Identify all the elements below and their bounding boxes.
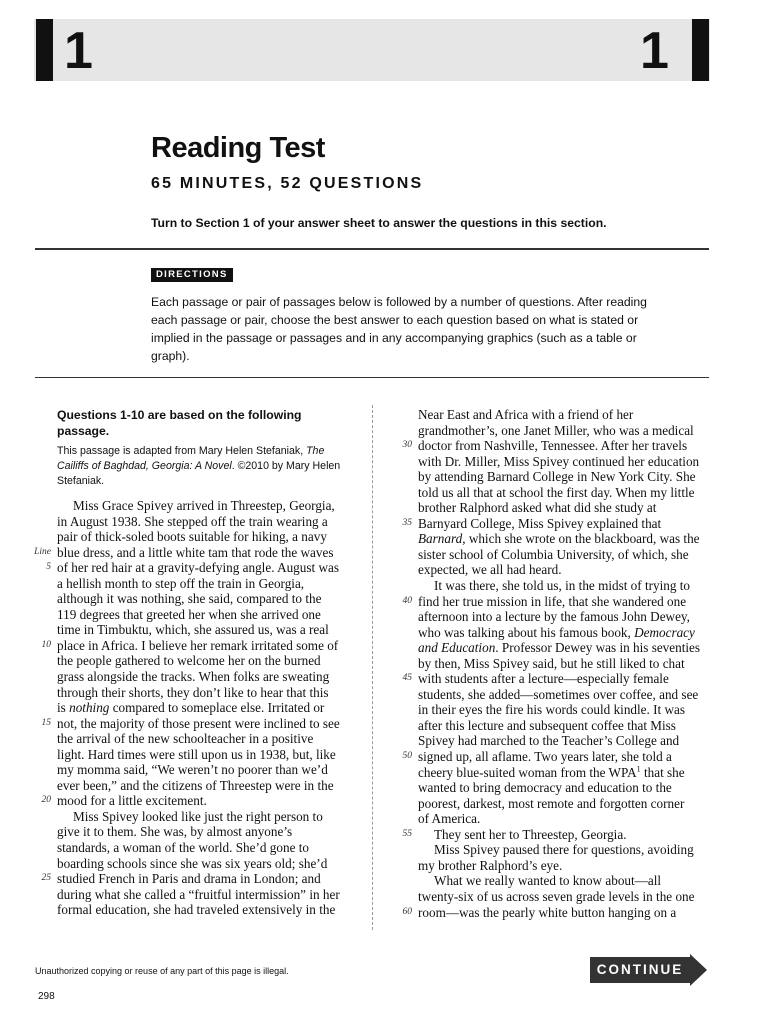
- passage-line: [418, 842, 700, 858]
- passage-line: [57, 607, 340, 623]
- line-text: of her red hair at a gravity-defying angle. August was: [57, 560, 339, 576]
- page-subtitle: 65 MINUTES, 52 QUESTIONS: [151, 175, 424, 192]
- passage-line: [57, 669, 340, 685]
- continue-arrow-icon: [690, 954, 707, 986]
- line-number: 55: [402, 828, 412, 839]
- line-number: 60: [402, 906, 412, 917]
- line-text: brother Ralphord asked what did she study at: [418, 500, 657, 516]
- section-header-right-bar: [692, 19, 709, 81]
- divider-bottom: [35, 377, 709, 378]
- passage-line: [57, 700, 340, 716]
- passage-line: [418, 811, 700, 827]
- passage-line: [57, 887, 340, 903]
- passage-column-left: [34, 498, 340, 918]
- passage-attribution: [57, 444, 342, 489]
- passage-line: [402, 593, 700, 610]
- line-text: give it to them. She was, by almost anyone’s: [57, 824, 293, 840]
- line-text: wanted to bring democracy and education to the: [418, 780, 672, 796]
- page-number: 298: [38, 991, 55, 1002]
- passage-line: [57, 498, 340, 514]
- directions-text: Each passage or pair of passages below is followed by a number of questions. After reading each passage or pair, choose the best answer to each question based on what is stated or implied in the passage or passages and in any accompanying graphics (such as a table or graph).: [151, 295, 647, 363]
- line-text: in August 1938. She stepped off the train wearing a: [57, 513, 328, 529]
- passage-line: [41, 871, 340, 887]
- line-text: grandmother’s, one Janet Miller, who was a medical: [418, 422, 694, 438]
- passage-line: [57, 653, 340, 669]
- passage-line: [41, 715, 340, 732]
- page-title: Reading Test: [151, 132, 325, 164]
- passage-line: [57, 856, 340, 872]
- line-text: with Dr. Miller, Miss Spivey continued her education: [418, 453, 700, 469]
- passage-line: [418, 500, 700, 516]
- passage-line: [418, 718, 700, 734]
- passage-line: [418, 454, 700, 470]
- line-text: by then, Miss Spivey said, but he still liked to chat: [418, 655, 685, 671]
- line-number: 25: [41, 873, 51, 884]
- line-text: It was there, she told us, in the midst of trying to: [434, 578, 691, 594]
- passage-line: [57, 591, 340, 607]
- line-text: What we really wanted to know about—all: [434, 873, 662, 889]
- line-text: twenty-six of us across seven grade levels in the one: [418, 888, 695, 904]
- section-instruction: Turn to Section 1 of your answer sheet to answer the questions in this section.: [151, 216, 607, 230]
- line-text: formal education, she had traveled extensively in the: [57, 902, 336, 918]
- passage-line: [57, 747, 340, 763]
- line-text: my momma said, “We weren’t no poorer than we’d: [57, 762, 328, 778]
- line-text: after this lecture and subsequent coffee that Miss: [418, 717, 676, 733]
- line-text: time in Timbuktu, which, she assured us, was a real: [57, 622, 329, 638]
- line-text: with students after a lecture—especially female: [418, 671, 669, 687]
- line-text: blue dress, and a little white tam that rode the waves: [57, 544, 334, 560]
- line-text: signed up, all aflame. Two years later, she told a: [418, 749, 672, 765]
- passage-line: [57, 685, 340, 701]
- passage-line: [402, 515, 700, 532]
- line-text: light. Hard times were still upon us in 1938, but, like: [57, 746, 336, 762]
- line-text-continued: , which she wrote on the blackboard, was the: [462, 531, 700, 547]
- column-divider: [372, 405, 373, 930]
- passage-line: [418, 765, 700, 781]
- passage-line: [57, 576, 340, 592]
- line-number: 35: [402, 517, 412, 528]
- line-text: through their shorts, they don’t like to hear that this: [57, 684, 329, 700]
- divider-top: [35, 248, 709, 250]
- passage-line: [57, 840, 340, 856]
- line-text: sister school of Columbia University, of which, she: [418, 546, 689, 562]
- line-text: although it was nothing, she said, compared to the: [57, 591, 322, 607]
- line-text: Near East and Africa with a friend of her: [418, 407, 634, 422]
- line-italic-text: Democracy: [634, 624, 695, 640]
- line-text: poorest, darkest, most remote and forgotten corner: [418, 795, 685, 811]
- line-text: students, she added—sometimes over coffee, and see: [418, 686, 699, 702]
- line-number: 5: [46, 562, 51, 573]
- copyright-notice: Unauthorized copying or reuse of any part of this page is illegal.: [35, 966, 289, 976]
- line-text: They sent her to Threestep, Georgia.: [434, 826, 627, 842]
- line-text: grass alongside the tracks. When folks are sweating: [57, 669, 330, 685]
- passage-line: [418, 578, 700, 594]
- line-text: is: [57, 700, 70, 716]
- passage-line: [418, 407, 700, 423]
- line-italic-text: nothing: [69, 700, 110, 716]
- line-text: told us all that at school the first day. When my little: [418, 484, 695, 500]
- line-text-continued: that she: [640, 764, 685, 780]
- passage-line: [418, 625, 700, 641]
- line-text: by attending Barnard College in New York City. She: [418, 469, 696, 485]
- line-text: pair of thick-soled boots suitable for hiking, a navy: [57, 529, 327, 545]
- line-text: mood for a little excitement.: [57, 793, 207, 809]
- passage-line: [402, 749, 700, 765]
- attribution-prefix: This passage is adapted from Mary Helen Stefaniak,: [57, 445, 307, 457]
- passage-line: [418, 562, 700, 578]
- passage-column-right: [402, 407, 701, 920]
- passage-line: [418, 858, 700, 874]
- passage-line: [418, 485, 700, 501]
- line-number: 10: [41, 639, 51, 650]
- passage-line: [402, 671, 700, 687]
- continue-button[interactable]: CONTINUE: [590, 957, 690, 983]
- line-number: 30: [402, 440, 412, 451]
- passage-line: [57, 809, 340, 825]
- line-number: 40: [402, 595, 412, 606]
- passage-line: [57, 824, 340, 840]
- line-text: the arrival of the new schoolteacher in a positive: [57, 731, 314, 747]
- line-italic-text: Barnard: [418, 531, 463, 547]
- passage-line: [41, 793, 340, 809]
- line-text: cheery blue-suited woman from the WPA: [418, 764, 637, 780]
- passage-line: [41, 637, 340, 654]
- line-text: who was talking about his famous book,: [418, 624, 635, 640]
- passage-line: [418, 702, 700, 718]
- passage-line: [57, 529, 340, 545]
- line-text: room—was the pearly white button hanging on a: [418, 904, 677, 920]
- passage-line: [418, 531, 700, 547]
- line-text: afternoon into a lecture by the famous John Dewey,: [418, 609, 690, 625]
- passage-line: [418, 687, 700, 703]
- line-text: 119 degrees that greeted her when she arrived one: [57, 606, 321, 622]
- passage-line: [418, 423, 700, 439]
- passage-line: [418, 609, 700, 625]
- line-text: during what she called a “fruitful intermission” in her: [57, 886, 340, 902]
- passage-line: [34, 544, 340, 561]
- section-number-right: 1: [640, 22, 669, 80]
- line-text: boarding schools since she was six years old; she’d: [57, 855, 328, 871]
- passage-line: [57, 622, 340, 638]
- line-text: place in Africa. I believe her remark irritated some of: [57, 637, 339, 653]
- passage-line: [418, 889, 700, 905]
- line-text: not, the majority of those present were inclined to see: [57, 715, 340, 731]
- line-text: studied French in Paris and drama in London; and: [57, 871, 321, 887]
- passage-line: [418, 873, 700, 889]
- passage-line: [402, 438, 700, 454]
- passage-line: [418, 640, 700, 656]
- attribution-suffix: . ©2010 by Mary Helen Stefaniak.: [57, 460, 341, 487]
- line-text: the people gathered to welcome her on the burned: [57, 653, 321, 669]
- section-header-left-bar: [36, 19, 53, 81]
- line-text-continued: compared to someplace else. Irritated or: [109, 700, 325, 716]
- line-number: Line: [34, 546, 51, 557]
- line-text: a hellish month to step off the train in Georgia,: [57, 575, 305, 591]
- line-text: in their eyes the fire his words could kindle. It was: [418, 702, 685, 718]
- passage-line: [57, 514, 340, 530]
- line-text: standards, a woman of the world. She’d gone to: [57, 840, 309, 856]
- passage-line: [402, 904, 700, 921]
- passage-line: [418, 733, 700, 749]
- passage-line: [418, 547, 700, 563]
- line-text: my brother Ralphord’s eye.: [418, 857, 563, 873]
- line-text: Miss Spivey looked like just the right person to: [73, 808, 323, 824]
- directions-label: DIRECTIONS: [151, 268, 233, 282]
- passage-line: [418, 780, 700, 796]
- line-text: Spivey had marched to the Teacher’s College and: [418, 733, 680, 749]
- questions-header: Questions 1-10 are based on the following passage.: [57, 408, 302, 438]
- line-text: doctor from Nashville, Tennessee. After her travels: [418, 438, 688, 454]
- passage-line: [46, 560, 340, 576]
- passage-line: [402, 826, 700, 843]
- passage-line: [57, 778, 340, 794]
- passage-line: [418, 469, 700, 485]
- line-text: Miss Spivey paused there for questions, avoiding: [434, 842, 694, 858]
- line-number: 20: [41, 795, 51, 806]
- line-text: Miss Grace Spivey arrived in Threestep, Georgia,: [73, 498, 335, 513]
- line-text-continued: . Professor Dewey was in his seventies: [495, 640, 701, 656]
- line-text: Barnyard College, Miss Spivey explained that: [418, 515, 662, 531]
- section-number-left: 1: [64, 22, 93, 80]
- passage-line: [57, 731, 340, 747]
- line-text: ever been,” and the citizens of Threestep were in the: [57, 777, 334, 793]
- line-italic-text: and Education: [418, 640, 496, 656]
- line-number: 50: [402, 751, 412, 762]
- line-text: find her true mission in life, that she wandered one: [418, 593, 687, 609]
- attribution-book-title: The Cailiffs of Baghdad, Georgia: A Novel: [57, 445, 325, 472]
- line-text: of America.: [418, 811, 481, 827]
- passage-line: [57, 762, 340, 778]
- passage-line: [418, 796, 700, 812]
- passage-line: [418, 656, 700, 672]
- line-text: expected, we all had heard.: [418, 562, 562, 578]
- line-number: 45: [402, 673, 412, 684]
- passage-line: [57, 902, 340, 918]
- footnote-marker: 1: [636, 764, 641, 774]
- line-number: 15: [41, 717, 51, 728]
- section-header-band: [34, 19, 710, 81]
